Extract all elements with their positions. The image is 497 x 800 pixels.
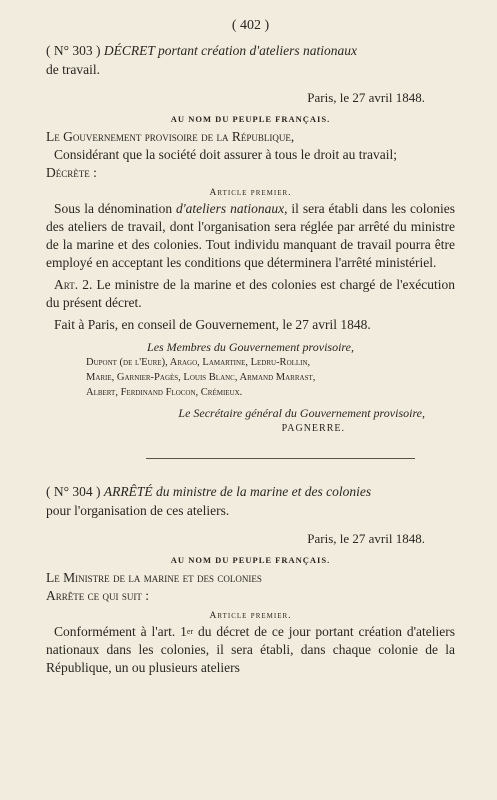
art1-post: , il sera établi dans les colonies des ateliers de travail, dont l'organisation sera réglée par arrêté du ministre de la marine et des colonies. Tout individu manquant de travail pourra être employé en acceptant les conditions que déterminera l'arrêté ministériel. — [46, 201, 455, 270]
section-divider — [146, 458, 415, 459]
arrete-title: ARRÊTÉ du ministre de la marine et des colonies — [103, 484, 372, 499]
arrete-arrete: Arrête ce qui suit : — [46, 588, 149, 603]
art2-label: Art. 2. — [54, 277, 93, 292]
arrete-ministre: Le Ministre de la marine et des colonies — [46, 570, 262, 585]
decree-heading — [46, 42, 455, 59]
decree-au-nom: AU NOM DU PEUPLE FRANÇAIS. — [170, 114, 331, 124]
art1-em: d'ateliers nationaux — [176, 201, 285, 216]
decree-secretaire: Le Secrétaire général du Gouvernement provisoire, — [178, 406, 425, 420]
conf-pre: Conformément à l'art. 1 — [54, 624, 187, 639]
art1-pre: Sous la dénomination — [54, 201, 177, 216]
arrete-article-premier: Article premier. — [209, 611, 292, 621]
decree-article-premier: Article premier. — [209, 188, 292, 198]
decree-names-3: Albert, Ferdinand Flocon, Crémieux. — [86, 387, 243, 398]
conf-post: du décret de ce jour portant création d'ateliers nationaux dans les colonies, il sera établi, dans chaque colonie de la République, un ou plusieurs ateliers — [46, 624, 455, 675]
decree-decrete: Décrète : — [46, 165, 97, 180]
arrete-au-nom: AU NOM DU PEUPLE FRANÇAIS. — [170, 555, 331, 565]
decree-names-1: Dupont (de l'Eure), Arago, Lamartine, Ledru-Rollin, — [86, 357, 311, 368]
decree-names-2: Marie, Garnier-Pagès, Louis Blanc, Armand Marrast, — [86, 372, 316, 383]
arrete-title-line2: pour l'organisation de ces ateliers. — [46, 503, 230, 518]
decree-article-1 — [46, 200, 455, 272]
arrete-heading — [46, 483, 455, 500]
decree-membres: Les Membres du Gouvernement provisoire, — [147, 340, 354, 354]
decree-pagnerre: PAGNERRE. — [281, 423, 345, 434]
decree-gov: Le Gouvernement provisoire de la République, — [46, 129, 295, 144]
conf-sup: er — [186, 627, 194, 636]
decree-fait: Fait à Paris, en conseil de Gouvernement, le 27 avril 1848. — [54, 317, 371, 332]
decree-title: DÉCRET portant création d'ateliers nationaux — [103, 43, 358, 58]
decree-title-line2: de travail. — [46, 62, 100, 77]
decree-number: ( N° 303 ) — [46, 43, 101, 58]
decree-considerant: Considérant que la société doit assurer à tous le droit au travail; — [54, 147, 398, 162]
decree-dateline: Paris, le 27 avril 1848. — [307, 90, 425, 105]
arrete-article-1 — [46, 623, 455, 677]
decree-article-2 — [46, 276, 455, 312]
page-number: ( 402 ) — [231, 18, 270, 33]
arrete-dateline: Paris, le 27 avril 1848. — [307, 531, 425, 546]
art2-text: Le ministre de la marine et des colonies est chargé de l'exécution du présent décret. — [46, 277, 455, 310]
arrete-number: ( N° 304 ) — [46, 484, 101, 499]
